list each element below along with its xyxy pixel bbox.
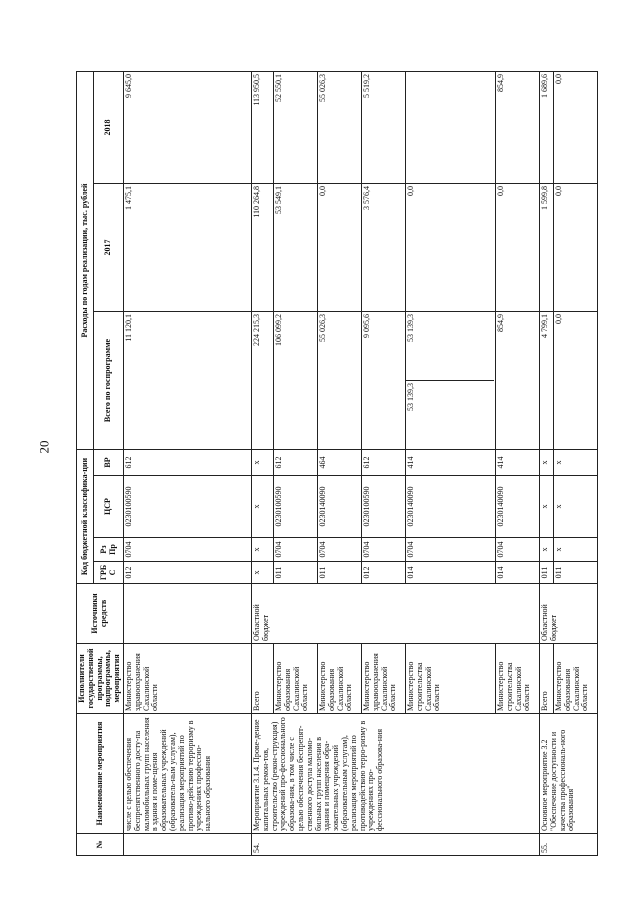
cell-vr: 612 <box>361 450 405 476</box>
cell-2017: 0,0 <box>317 184 361 312</box>
cell-2018: 854,9 <box>495 71 539 183</box>
cell-vr: 612 <box>273 450 317 476</box>
cell-grbs: 012 <box>123 562 251 584</box>
cell-2018: 1 689,6 <box>539 71 553 183</box>
cell-2017: 53 549,1 <box>273 184 317 312</box>
cell-csr: 0230140090 <box>405 476 495 538</box>
cell-rzpr: 0704 <box>317 538 361 562</box>
cell-csr: x <box>553 476 597 538</box>
header-executor: Исполнители государственной программы, подпрограммы, мероприятия <box>77 644 124 714</box>
page-number: 20 <box>36 440 52 454</box>
cell-executor: Министерство образования Сахалинской области <box>317 644 361 714</box>
cell-grbs: 014 <box>405 562 495 584</box>
header-grbs: ГРБС <box>94 562 124 584</box>
header-2017: 2017 <box>94 184 124 312</box>
cell-source: Областной бюджет <box>539 584 597 644</box>
cell-2017: 1 475,1 <box>123 184 251 312</box>
cell-total: 0,0 <box>553 312 597 450</box>
cell-total: 9 095,6 <box>361 312 405 450</box>
cell-num: 54. <box>251 834 539 856</box>
header-source: Источники средств <box>77 584 124 644</box>
cell-vr: 414 <box>495 450 539 476</box>
cell-2018: 0,0 <box>553 71 597 183</box>
cell-grbs: 012 <box>361 562 405 584</box>
cell-vr: x <box>553 450 597 476</box>
cell-rzpr: x <box>251 538 273 562</box>
header-total: Всего по госпрограмме <box>94 312 124 450</box>
cell-2018: 9 645,0 <box>123 71 251 183</box>
header-budget-code: Код бюджетной классифика-ции <box>77 450 94 584</box>
cell-total-split <box>405 312 495 450</box>
cell-csr: 0230140090 <box>495 476 539 538</box>
cell-2018: 5 519,2 <box>361 71 405 183</box>
cell-executor: Всего <box>251 644 273 714</box>
cell-vr: x <box>251 450 273 476</box>
cell-name: Мероприятие 3.1.4. Прове-дение капитальных ремон-тов, строительство (рекон-струкция) учреждений про-фессионального образова-ния, в том числе с целью обеспечения беспрепят-ственного доступа маломо-бильных групп населения в здания и помещения обра-зовательных учреждений (образовательным услугам), реализация мероприятий по противодействию терро-ризму в учреждениях про-фессионального образова-ния <box>251 714 539 834</box>
cell-2017: 110 264,8 <box>251 184 273 312</box>
cell-rzpr: 0704 <box>361 538 405 562</box>
budget-table <box>76 71 598 856</box>
cell-vr: x <box>539 450 553 476</box>
cell-total-b: 53 139,3 <box>405 314 415 342</box>
header-num: № <box>77 834 124 856</box>
cell-source: Областной бюджет <box>251 584 539 644</box>
cell-2017: 1 599,8 <box>539 184 553 312</box>
cell-executor: Министерство строительства Сахалинской области <box>495 644 539 714</box>
cell-name: числе с целью обеспечения беспрепятственного досту-па маломобильных групп населения в здания и поме-щения образовательных учреждений (образователь-ным услугам), реализация мероприятий по противо-действию терроризму в учреждениях профессио-нального образования <box>123 714 251 834</box>
cell-rzpr: 0704 <box>405 538 495 562</box>
cell-executor: Всего <box>539 644 553 714</box>
cell-2017: 0,0 <box>553 184 597 312</box>
cell-2018 <box>405 71 495 183</box>
header-expenses: Расходы по годам реализации, тыс. рублей <box>77 71 94 449</box>
cell-executor: Министерство образования Сахалинской области <box>273 644 317 714</box>
budget-table-container <box>76 72 610 856</box>
cell-vr: 464 <box>317 450 361 476</box>
cell-rzpr: 0704 <box>123 538 251 562</box>
cell-total: 11 120,1 <box>123 312 251 450</box>
cell-grbs: 011 <box>273 562 317 584</box>
cell-executor: Министерство строительства Сахалинской области <box>405 644 495 714</box>
cell-csr: 0230140090 <box>317 476 361 538</box>
cell-csr: 0230100590 <box>123 476 251 538</box>
header-2018: 2018 <box>94 71 124 183</box>
cell-total: 854,9 <box>495 312 539 450</box>
cell-total: 224 215,3 <box>251 312 273 450</box>
cell-total: 55 026,3 <box>317 312 361 450</box>
cell-csr: x <box>539 476 553 538</box>
header-rzpr: Рз Пр <box>94 538 124 562</box>
cell-num <box>123 834 251 856</box>
cell-rzpr: x <box>539 538 553 562</box>
cell-total-a: 53 139,3 <box>406 380 494 449</box>
cell-grbs: 014 <box>495 562 539 584</box>
cell-2017: 0,0 <box>495 184 539 312</box>
cell-rzpr: x <box>553 538 597 562</box>
cell-num: 55. <box>539 834 597 856</box>
header-name: Наименование мероприятия <box>77 714 124 834</box>
cell-csr: x <box>251 476 273 538</box>
header-csr: ЦСР <box>94 476 124 538</box>
table-row <box>251 71 273 855</box>
cell-2018: 113 950,5 <box>251 71 273 183</box>
table-row <box>539 71 553 855</box>
cell-grbs: 011 <box>553 562 597 584</box>
cell-csr: 0230100590 <box>361 476 405 538</box>
cell-executor: Министерство образования Сахалинской области <box>553 644 597 714</box>
cell-2018: 52 550,1 <box>273 71 317 183</box>
cell-2018: 55 026,3 <box>317 71 361 183</box>
cell-name: Основное мероприятие 3.2 "Обеспечение доступности и качества профессиональ-ного образования" <box>539 714 597 834</box>
table-row <box>123 71 251 855</box>
cell-executor: Министерство здравоохранения Сахалинской области <box>123 644 251 714</box>
cell-source <box>123 584 251 644</box>
cell-grbs: 011 <box>539 562 553 584</box>
cell-executor: Министерство здравоохранения Сахалинской области <box>361 644 405 714</box>
header-vr: ВР <box>94 450 124 476</box>
cell-vr: 414 <box>405 450 495 476</box>
cell-total: 4 799,1 <box>539 312 553 450</box>
cell-total: 106 099,2 <box>273 312 317 450</box>
cell-2017: 3 576,4 <box>361 184 405 312</box>
cell-rzpr: 0704 <box>495 538 539 562</box>
cell-2017: 0,0 <box>405 184 495 312</box>
cell-grbs: x <box>251 562 273 584</box>
cell-rzpr: 0704 <box>273 538 317 562</box>
cell-csr: 0230100590 <box>273 476 317 538</box>
cell-grbs: 011 <box>317 562 361 584</box>
cell-vr: 612 <box>123 450 251 476</box>
